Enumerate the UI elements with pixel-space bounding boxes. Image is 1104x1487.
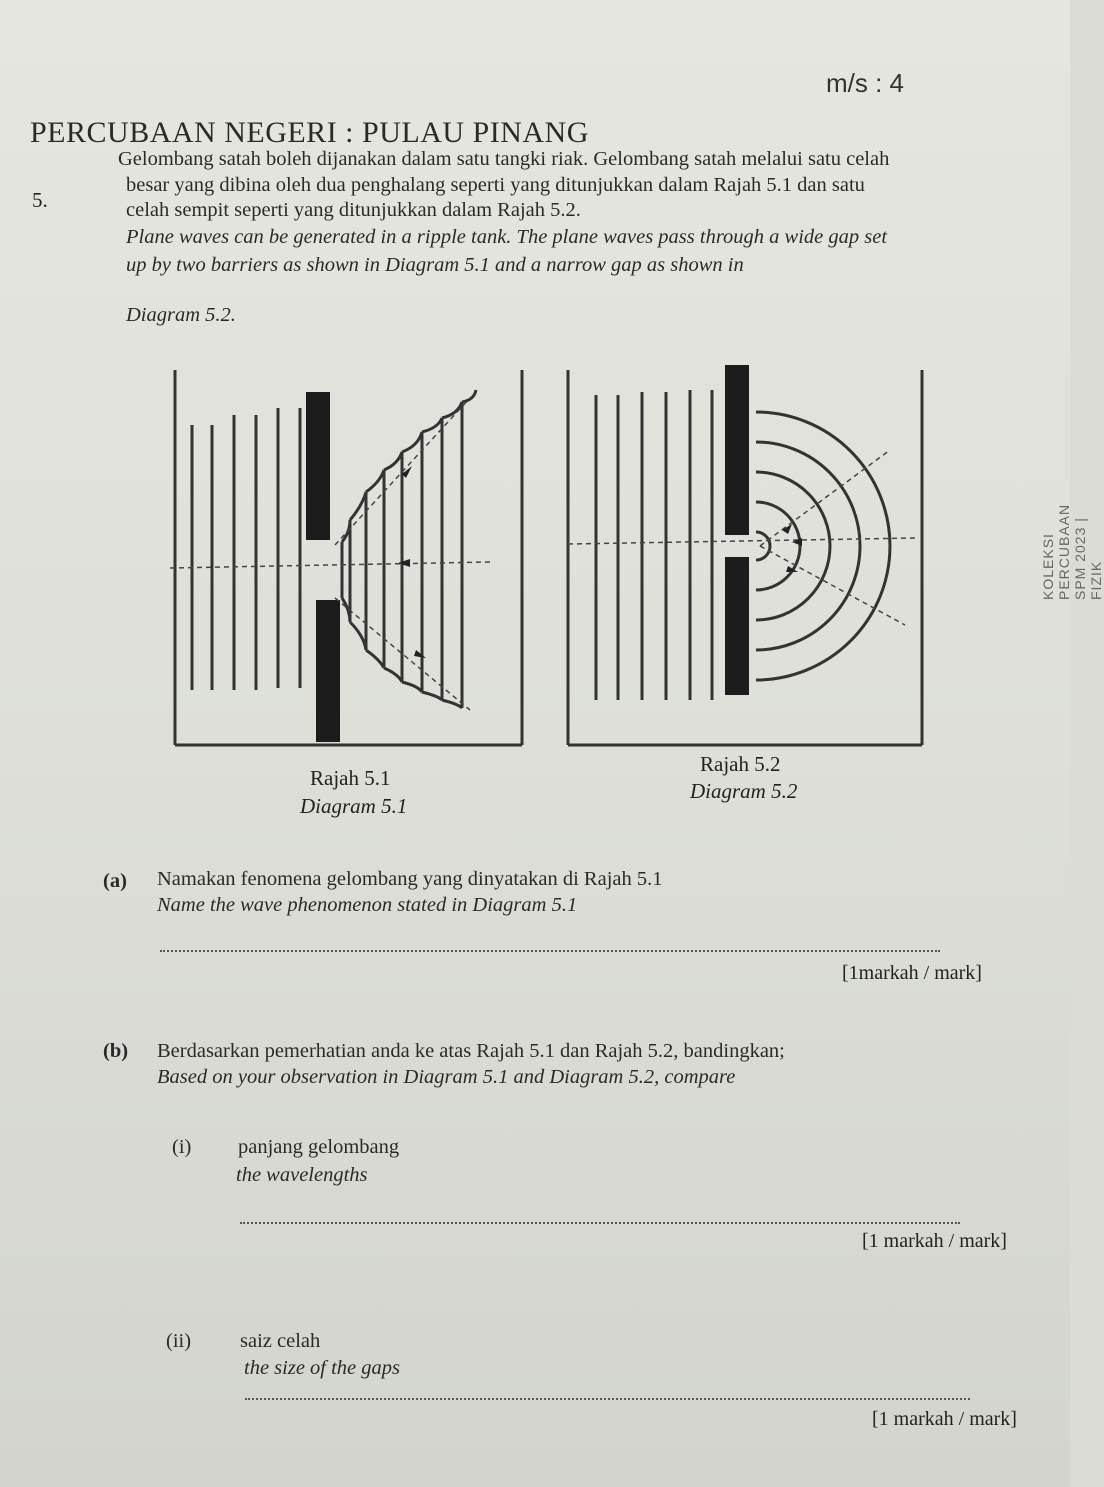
part-b-ii-label: (ii) bbox=[166, 1330, 192, 1352]
incident-plane-waves bbox=[596, 390, 712, 700]
diagram-5-1 bbox=[170, 370, 530, 750]
barrier-bottom bbox=[725, 557, 749, 695]
part-b-ii-mark: [1 markah / mark] bbox=[872, 1408, 1017, 1430]
part-b-ii-malay: saiz celah bbox=[240, 1330, 321, 1352]
curved-wave-ends bbox=[342, 390, 476, 708]
header-note: m/s : 4 bbox=[826, 68, 905, 98]
diagram-5-2-caption-english: Diagram 5.2 bbox=[690, 779, 798, 803]
part-b-ii-answer-line[interactable] bbox=[245, 1398, 970, 1400]
page-title: PERCUBAAN NEGERI : PULAU PINANG bbox=[30, 116, 589, 149]
part-b-i-answer-line[interactable] bbox=[240, 1222, 960, 1224]
part-b-english: Based on your observation in Diagram 5.1 and Diagram 5.2, compare bbox=[157, 1066, 736, 1088]
side-watermark-text: KOLEKSI PERCUBAAN SPM 2023 | FIZIK bbox=[1040, 503, 1104, 600]
question-number: 5. bbox=[32, 188, 48, 212]
part-b-label: (b) bbox=[103, 1040, 129, 1062]
part-a-mark: [1markah / mark] bbox=[842, 962, 982, 984]
question-english-line-3: Diagram 5.2. bbox=[126, 304, 236, 326]
transmitted-waves bbox=[342, 402, 462, 708]
part-a-label: (a) bbox=[103, 870, 127, 892]
part-b-i-malay: panjang gelombang bbox=[238, 1136, 400, 1158]
question-malay-line-3: celah sempit seperti yang ditunjukkan dalam Rajah 5.2. bbox=[126, 199, 581, 221]
barrier-bottom bbox=[316, 600, 340, 742]
diagram-5-2-caption-malay: Rajah 5.2 bbox=[700, 752, 781, 776]
barrier-top bbox=[306, 392, 330, 540]
question-malay-line-1: Gelombang satah boleh dijanakan dalam satu tangki riak. Gelombang satah melalui satu celah bbox=[118, 148, 890, 170]
diagram-5-1-caption-malay: Rajah 5.1 bbox=[310, 766, 391, 790]
diagram-5-1-caption-english: Diagram 5.1 bbox=[300, 794, 408, 818]
part-a-answer-line[interactable] bbox=[160, 950, 940, 952]
diagram-5-2 bbox=[560, 360, 935, 755]
part-b-i-english: the wavelengths bbox=[236, 1164, 368, 1186]
incident-plane-waves bbox=[192, 408, 300, 690]
part-a-malay: Namakan fenomena gelombang yang dinyatakan di Rajah 5.1 bbox=[157, 868, 663, 890]
question-english-line-2: up by two barriers as shown in Diagram 5.1 and a narrow gap as shown in bbox=[126, 254, 744, 276]
diffracted-circular-waves bbox=[756, 412, 890, 680]
part-b-i-mark: [1 markah / mark] bbox=[862, 1230, 1007, 1252]
part-a-english: Name the wave phenomenon stated in Diagram 5.1 bbox=[157, 894, 578, 916]
part-b-malay: Berdasarkan pemerhatian anda ke atas Rajah 5.1 dan Rajah 5.2, bandingkan; bbox=[157, 1040, 785, 1062]
barrier-top bbox=[725, 365, 749, 535]
question-english-line-1: Plane waves can be generated in a ripple tank. The plane waves pass through a wide gap set bbox=[126, 226, 888, 248]
part-b-ii-english: the size of the gaps bbox=[244, 1357, 401, 1379]
part-b-i-label: (i) bbox=[172, 1136, 192, 1158]
question-malay-line-2: besar yang dibina oleh dua penghalang seperti yang ditunjukkan dalam Rajah 5.1 dan satu bbox=[126, 174, 865, 196]
